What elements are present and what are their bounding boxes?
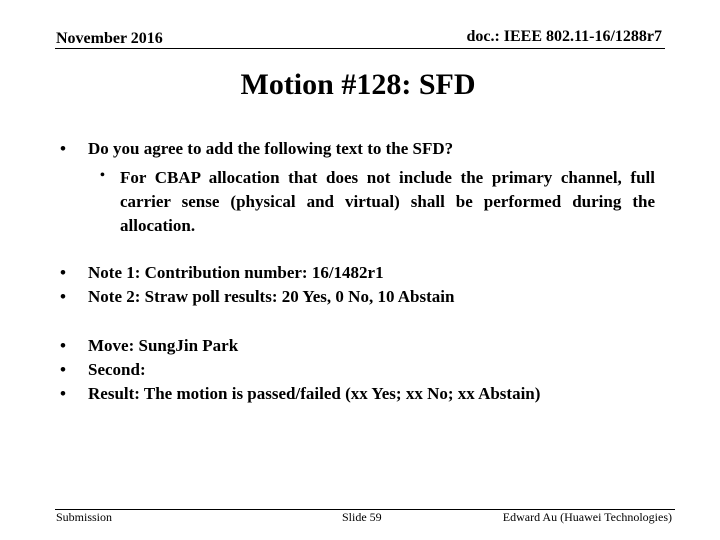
bullet-second: Second: xyxy=(88,360,146,379)
header-doc-id: doc.: IEEE 802.11-16/1288r7 xyxy=(466,28,662,45)
footer-submission: Submission xyxy=(56,510,113,524)
bullet-marker: • xyxy=(60,360,66,379)
header-date: November 2016 xyxy=(56,30,163,47)
bullet-marker: • xyxy=(60,263,66,282)
sub-bullet-text: For CBAP allocation that does not include the primary channel, full carrier sense (physical and virtual) shall be performed during the allocation. xyxy=(120,168,655,235)
header-divider xyxy=(55,48,665,49)
bullet-marker: • xyxy=(60,336,66,355)
bullet-marker: • xyxy=(60,287,66,306)
bullet-question: Do you agree to add the following text to the SFD? xyxy=(88,139,454,158)
slide-title: Motion #128: SFD xyxy=(240,68,476,101)
bullet-marker: • xyxy=(60,384,66,403)
sub-bullet-marker: • xyxy=(100,168,105,183)
bullet-result: Result: The motion is passed/failed (xx Yes; xx No; xx Abstain) xyxy=(88,384,541,403)
bullet-note-1: Note 1: Contribution number: 16/1482r1 xyxy=(88,263,384,282)
bullet-marker: • xyxy=(60,139,66,158)
footer-author: Edward Au (Huawei Technologies) xyxy=(502,510,672,524)
bullet-move: Move: SungJin Park xyxy=(88,336,239,355)
bullet-note-2: Note 2: Straw poll results: 20 Yes, 0 No, 10 Abstain xyxy=(88,287,455,306)
footer-slide-number: Slide 59 xyxy=(342,510,382,524)
